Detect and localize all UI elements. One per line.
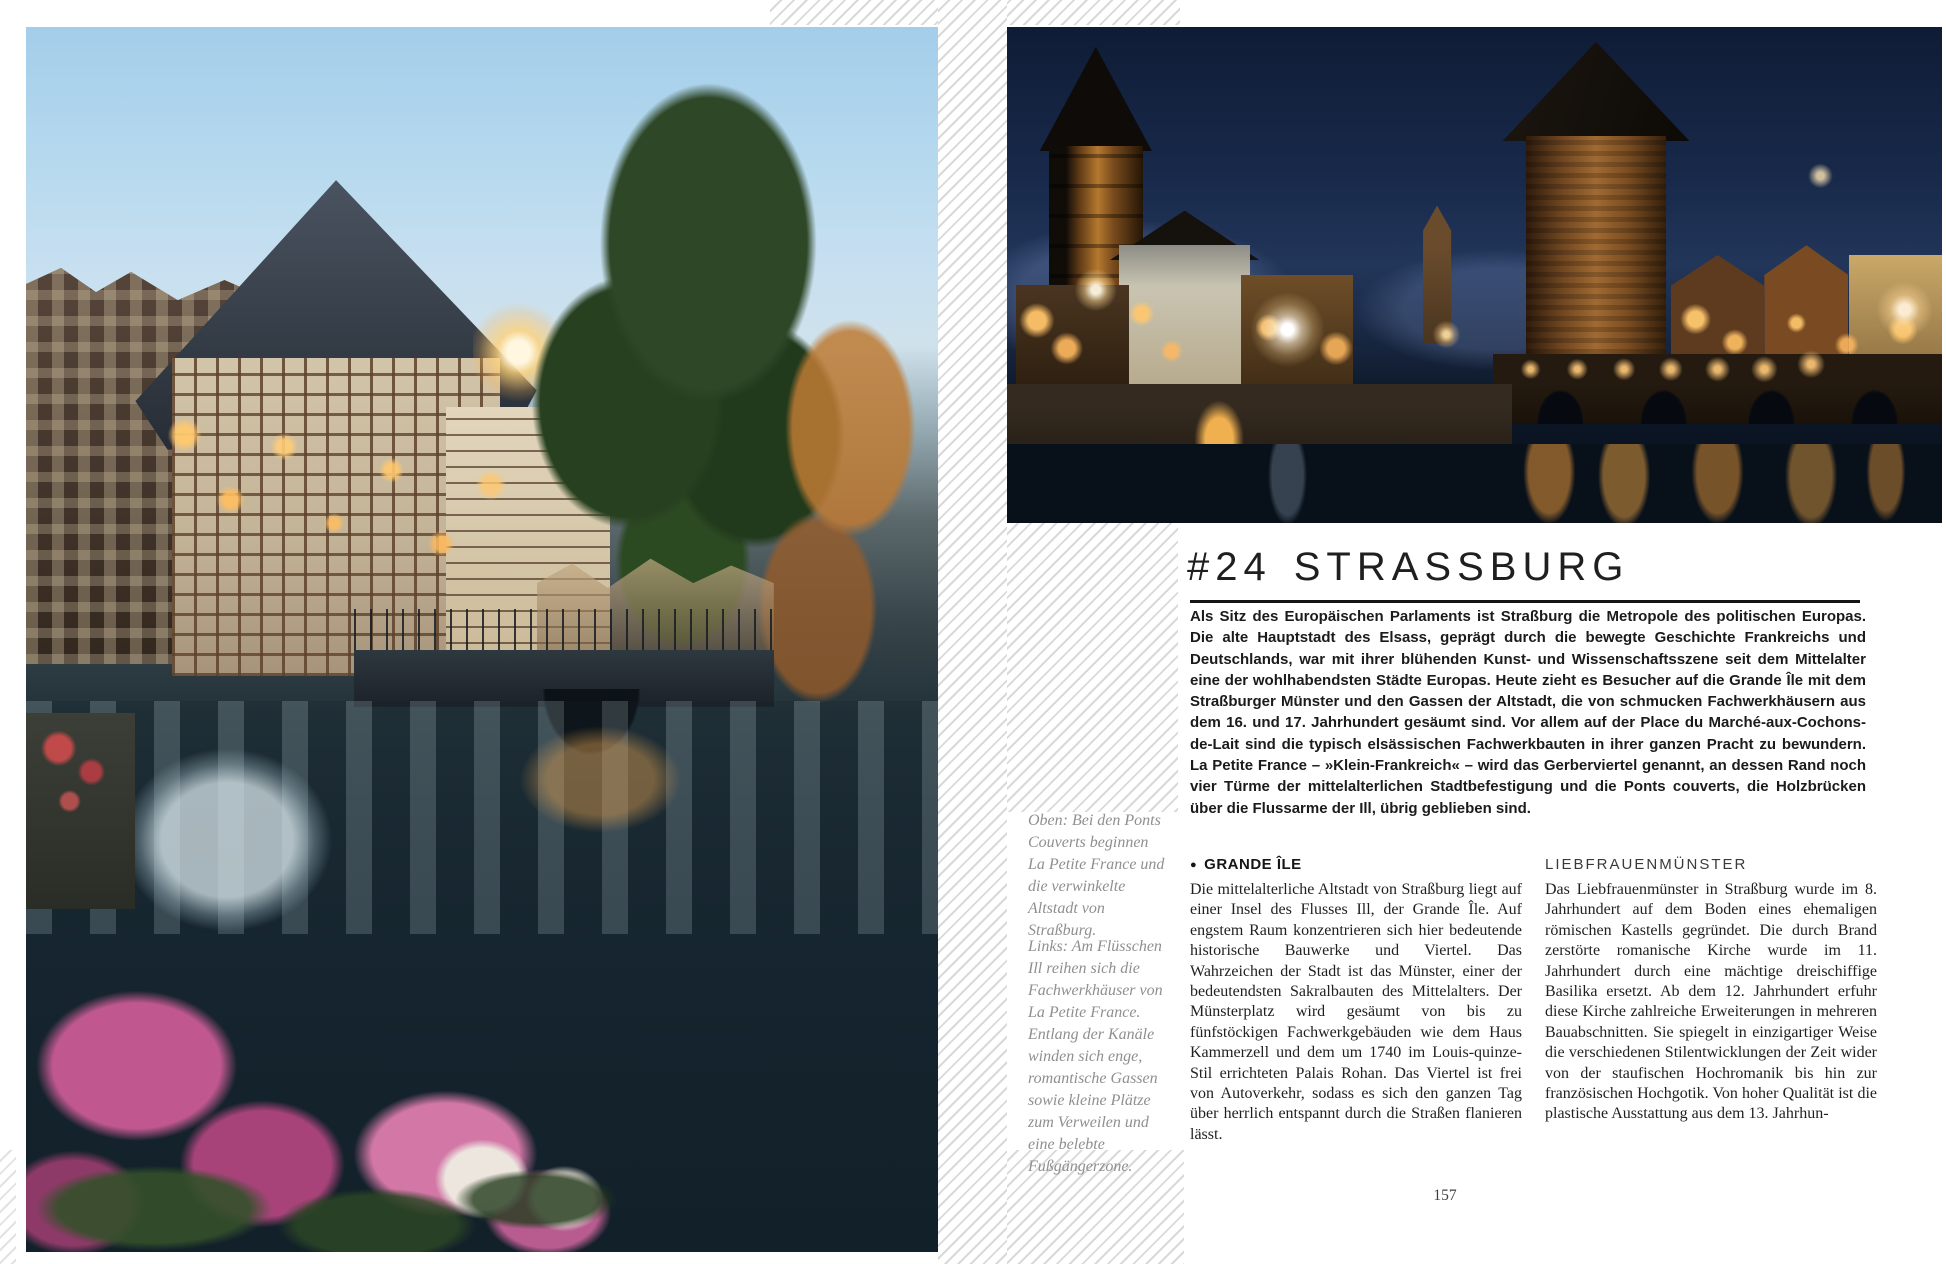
heading-grande-ile bbox=[1190, 856, 1522, 876]
body-liebfrauenmuenster: Das Liebfrauenmünster in Straßburg wurde im 8. Jahrhundert auf dem Boden eines ehemaligen römischen Kastells gegründet. Die durch Brand zerstörte romanische Kirche wurde im 11. Jahrhundert durch eine mächtige dreischiffige Basilika ersetzt. Ab dem 12. Jahrhundert erfuhr diese Kirche zahlreiche Erweiterungen in mehreren Bauabschnitten. Sie spiegelt in einzigartiger Weise die verschiedenen Stilentwicklungen der Zeit wider von der staufischen Hochromanik bis hin zur französischen Hochgotik. Von hoher Qualität ist die plastische Ausstattung aus dem 13. Jahrhun- bbox=[1545, 881, 1877, 1123]
hatch-mid-block bbox=[1007, 523, 1178, 812]
right-photo-ponts-couverts bbox=[1007, 27, 1942, 523]
hatch-gutter-band bbox=[938, 0, 1007, 1264]
chapter-number: #24 bbox=[1187, 545, 1272, 589]
heading-liebfrauenmuenster: LIEBFRAUENMÜNSTER bbox=[1545, 856, 1748, 873]
left-photo-petite-france bbox=[26, 27, 938, 1252]
caption-left-photo: Links: Am Flüsschen Ill reihen sich die Fachwerkhäuser von La Petite France. Entlang der Kanäle winden sich enge, romantische Gassen sowie kleine Plätze zum Verweilen und eine belebte Fußgängerzone. bbox=[1028, 938, 1163, 1175]
foreground-foliage bbox=[26, 1105, 664, 1252]
page-number: 157 bbox=[1433, 1187, 1457, 1204]
body-grande-ile: Die mittelalterliche Altstadt von Straßburg liegt auf einer Insel des Flusses Ill, der Grande Île. Auf engstem Raum konzentrieren sich hier bedeutende historische Bauwerke und Viertel. Das Wahrzeichen der Stadt ist das Münster, einer der bedeutendsten Sakralbauten des Mittelalters. Der Münsterplatz wird gesäumt von bis zu fünfstöckigen Fachwerkgebäuden wie dem Haus Kammerzell und dem um 1740 im Louis-quinze-Stil errichteten Palais Rohan. Das Viertel ist frei von Autoverkehr, sodass es sich den ganzen Tag über herrlich entspannt durch die Straßen flanieren lässt. bbox=[1190, 881, 1522, 1143]
column-liebfrauenmuenster bbox=[1545, 856, 1877, 1125]
heading-grande-ile-label: GRANDE ÎLE bbox=[1204, 856, 1302, 873]
hatch-bottom-left-strip bbox=[0, 1150, 16, 1264]
city-name: STRASSBURG bbox=[1293, 545, 1630, 589]
stone-wall-geraniums bbox=[26, 713, 135, 909]
title-rule bbox=[1190, 600, 1860, 603]
page-title bbox=[1187, 545, 1629, 590]
warm-water-reflection bbox=[482, 701, 719, 897]
intro-paragraph: Als Sitz des Europäischen Parlaments ist Straßburg die Metropole des politischen Europas. Die alte Hauptstadt des Elsass, geprägt durch die bewegte Geschichte Frankreichs und Deutschlands, war mit ihrer blühenden Kunst- und Wissenschaftsszene seit dem Mittelalter eine der wohlhabendsten Städte Europas. Heute zieht es Besucher auf die Grande Île mit dem Straßburger Münster und den Gassen der Altstadt, die von schmucken Fachwerkhäusern aus dem 16. und 17. Jahrhundert gesäumt sind. Vor allem auf der Place du Marché-aux-Cochons-de-Lait sind die typisch elsässischen Fachwerkbauten in ihrer ganzen Pracht zu bewundern. La Petite France – »Klein-Frankreich« – wird das Gerberviertel genannt, an dessen Rand noch vier Türme der mittelalterlichen Stadtbefestigung und die Ponts couverts, die Holzbrücken über die Flussarme der Ill, übrig geblieben sind. bbox=[1190, 608, 1866, 817]
bullet-icon: ● bbox=[1190, 859, 1198, 871]
light-bursts bbox=[1007, 27, 1942, 523]
caption-top-photo: Oben: Bei den Ponts Couverts beginnen La Petite France und die verwinkelte Altstadt von Straßburg. bbox=[1028, 812, 1165, 939]
column-grande-ile bbox=[1190, 856, 1522, 1145]
